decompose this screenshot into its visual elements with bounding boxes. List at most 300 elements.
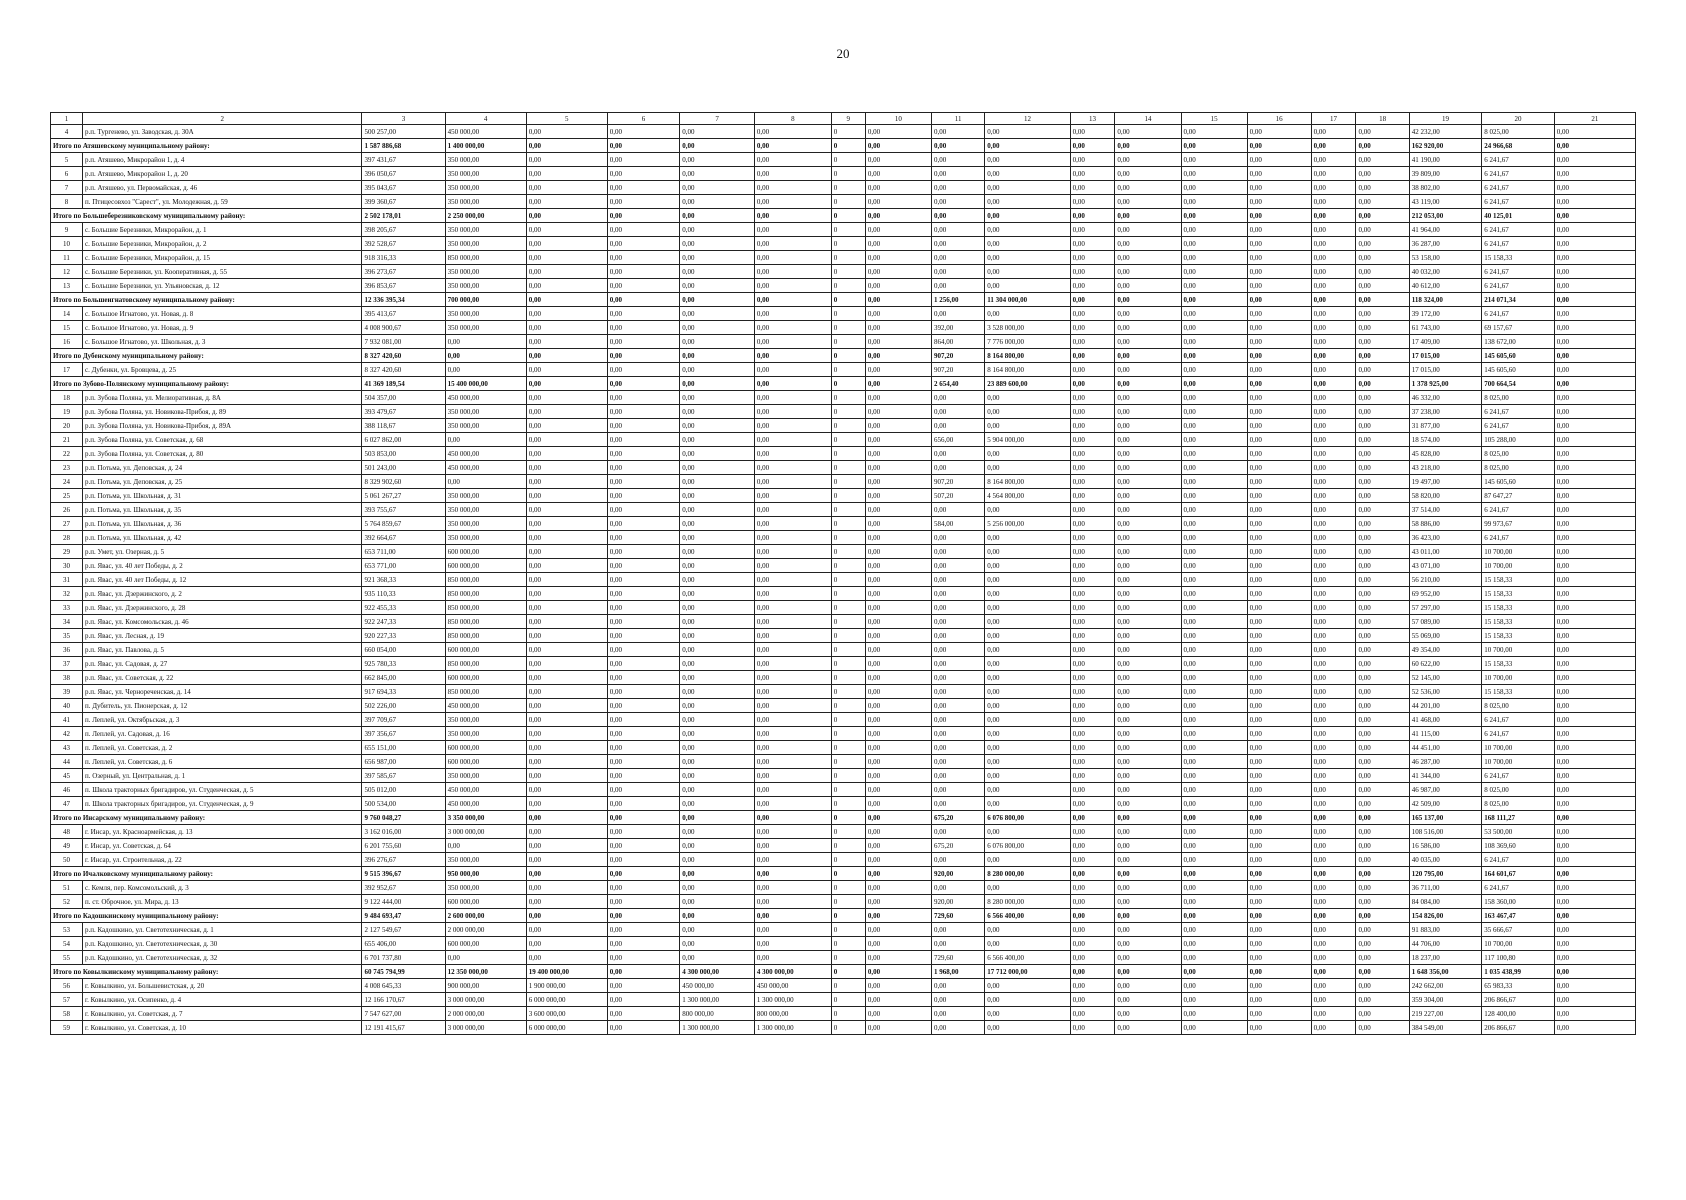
value-cell: 0,00 (1356, 321, 1409, 335)
value-cell: 0,00 (1311, 307, 1356, 321)
value-cell: 0,00 (985, 153, 1070, 167)
total-cell: 0,00 (754, 209, 831, 223)
value-cell: 0,00 (607, 181, 680, 195)
value-cell: 396 853,67 (362, 279, 445, 293)
total-cell: 0,00 (526, 377, 607, 391)
value-cell: 6 241,67 (1482, 195, 1555, 209)
value-cell: 0,00 (680, 405, 755, 419)
value-cell: 504 357,00 (362, 391, 445, 405)
value-cell: 0,00 (754, 181, 831, 195)
column-number-header: 21 (1554, 113, 1635, 125)
value-cell: 0,00 (1311, 769, 1356, 783)
value-cell: 0,00 (1311, 447, 1356, 461)
total-cell: 0,00 (526, 139, 607, 153)
total-cell: 0,00 (1247, 811, 1311, 825)
value-cell: 6 241,67 (1482, 881, 1555, 895)
value-cell: 0,00 (1181, 657, 1247, 671)
value-cell: 0,00 (1311, 545, 1356, 559)
value-cell: 600 000,00 (445, 895, 526, 909)
district-total-label: Итого по Дубенскому муниципальному району: (51, 349, 362, 363)
value-cell: 0,00 (607, 153, 680, 167)
value-cell: 0,00 (1356, 1007, 1409, 1021)
value-cell: 0,00 (1247, 783, 1311, 797)
value-cell: 350 000,00 (445, 769, 526, 783)
value-cell: 0,00 (607, 895, 680, 909)
value-cell: 0,00 (985, 937, 1070, 951)
value-cell: 0,00 (1311, 895, 1356, 909)
total-cell: 0,00 (1554, 811, 1635, 825)
value-cell: 0 (831, 573, 865, 587)
value-cell: 0,00 (1115, 657, 1181, 671)
value-cell: 0,00 (1554, 321, 1635, 335)
total-cell: 0,00 (1070, 209, 1115, 223)
total-cell: 0,00 (1554, 377, 1635, 391)
value-cell: 0,00 (680, 685, 755, 699)
row-number-cell: 20 (51, 419, 83, 433)
value-cell: 0,00 (754, 629, 831, 643)
value-cell: 600 000,00 (445, 643, 526, 657)
value-cell: 0,00 (754, 447, 831, 461)
row-number-cell: 32 (51, 587, 83, 601)
total-cell: 0,00 (1554, 867, 1635, 881)
value-cell: 10 700,00 (1482, 937, 1555, 951)
value-cell: 10 700,00 (1482, 545, 1555, 559)
value-cell: 37 514,00 (1409, 503, 1482, 517)
value-cell: 0,00 (607, 713, 680, 727)
value-cell: 0,00 (1554, 769, 1635, 783)
value-cell: 0,00 (1181, 237, 1247, 251)
total-cell: 8 164 800,00 (985, 349, 1070, 363)
value-cell: 0,00 (1181, 895, 1247, 909)
value-cell: 0,00 (1554, 167, 1635, 181)
value-cell: 0,00 (754, 895, 831, 909)
table-row (51, 993, 1636, 1007)
total-cell: 0,00 (680, 867, 755, 881)
value-cell: 0,00 (1311, 335, 1356, 349)
value-cell: 87 647,27 (1482, 489, 1555, 503)
row-number-cell: 19 (51, 405, 83, 419)
value-cell: 0,00 (1181, 671, 1247, 685)
value-cell: 0,00 (1356, 279, 1409, 293)
value-cell: 0,00 (680, 447, 755, 461)
total-cell: 0,00 (754, 293, 831, 307)
value-cell: 0,00 (1070, 797, 1115, 811)
value-cell: 0,00 (1115, 923, 1181, 937)
value-cell: 0,00 (607, 741, 680, 755)
value-cell: 503 853,00 (362, 447, 445, 461)
value-cell: 8 164 800,00 (985, 363, 1070, 377)
address-cell: г. Ковылкино, ул. Советская, д. 10 (82, 1021, 361, 1035)
value-cell: 0,00 (985, 825, 1070, 839)
value-cell: 0,00 (607, 167, 680, 181)
address-cell: р.п. Явас, ул. Павлова, д. 5 (82, 643, 361, 657)
value-cell: 0,00 (931, 195, 984, 209)
value-cell: 0,00 (1070, 391, 1115, 405)
table-row (51, 755, 1636, 769)
value-cell: 0,00 (985, 167, 1070, 181)
value-cell: 0,00 (1070, 923, 1115, 937)
value-cell: 0,00 (680, 531, 755, 545)
district-total-row (51, 909, 1636, 923)
value-cell: 0,00 (1311, 405, 1356, 419)
value-cell: 61 743,00 (1409, 321, 1482, 335)
value-cell: 0,00 (1070, 587, 1115, 601)
table-row (51, 433, 1636, 447)
value-cell: 0,00 (754, 685, 831, 699)
row-number-cell: 7 (51, 181, 83, 195)
value-cell: 0,00 (526, 797, 607, 811)
table-row (51, 419, 1636, 433)
table-row (51, 979, 1636, 993)
total-cell: 0,00 (1181, 909, 1247, 923)
value-cell: 0,00 (1070, 1021, 1115, 1035)
value-cell: 0,00 (1356, 391, 1409, 405)
value-cell: 0,00 (1356, 699, 1409, 713)
value-cell: 0,00 (754, 279, 831, 293)
value-cell: 0,00 (985, 671, 1070, 685)
total-cell: 920,00 (931, 867, 984, 881)
value-cell: 0,00 (931, 937, 984, 951)
total-cell: 0,00 (754, 377, 831, 391)
value-cell: 0,00 (1070, 1007, 1115, 1021)
value-cell: 0,00 (1356, 825, 1409, 839)
value-cell: 0,00 (680, 783, 755, 797)
value-cell: 0,00 (931, 825, 984, 839)
value-cell: 145 605,60 (1482, 363, 1555, 377)
value-cell: 0,00 (607, 363, 680, 377)
value-cell: 0,00 (1554, 251, 1635, 265)
total-cell: 0,00 (1554, 909, 1635, 923)
value-cell: 0,00 (1247, 573, 1311, 587)
value-cell: 0,00 (1356, 573, 1409, 587)
value-cell: 0,00 (607, 937, 680, 951)
value-cell: 350 000,00 (445, 265, 526, 279)
value-cell: 6 241,67 (1482, 853, 1555, 867)
value-cell: 0,00 (1181, 265, 1247, 279)
value-cell: 0 (831, 923, 865, 937)
value-cell: 0,00 (1311, 531, 1356, 545)
value-cell: 0 (831, 153, 865, 167)
value-cell: 0,00 (985, 419, 1070, 433)
row-number-cell: 54 (51, 937, 83, 951)
value-cell: 0,00 (1247, 531, 1311, 545)
value-cell: 350 000,00 (445, 223, 526, 237)
total-cell: 0,00 (1115, 209, 1181, 223)
address-cell: п. Дубитель, ул. Пионерская, д. 12 (82, 699, 361, 713)
value-cell: 0,00 (1247, 797, 1311, 811)
value-cell: 0,00 (931, 713, 984, 727)
value-cell: 242 662,00 (1409, 979, 1482, 993)
row-number-cell: 33 (51, 601, 83, 615)
total-cell: 0,00 (1181, 209, 1247, 223)
value-cell: 0,00 (1356, 125, 1409, 139)
value-cell: 0,00 (985, 461, 1070, 475)
address-cell: р.п. Зубова Поляна, ул. Новикова-Прибоя, д. 89 (82, 405, 361, 419)
value-cell: 359 304,00 (1409, 993, 1482, 1007)
value-cell: 392 528,67 (362, 237, 445, 251)
value-cell: 0,00 (1356, 755, 1409, 769)
value-cell: 0,00 (1311, 839, 1356, 853)
value-cell: 0,00 (754, 419, 831, 433)
value-cell: 0,00 (1115, 237, 1181, 251)
value-cell: 1 300 000,00 (754, 1021, 831, 1035)
value-cell: 10 700,00 (1482, 671, 1555, 685)
value-cell: 8 025,00 (1482, 447, 1555, 461)
total-cell: 700 664,54 (1482, 377, 1555, 391)
value-cell: 0,00 (1247, 195, 1311, 209)
value-cell: 8 164 800,00 (985, 475, 1070, 489)
total-cell: 12 336 395,34 (362, 293, 445, 307)
value-cell: 0,00 (607, 1007, 680, 1021)
value-cell: 0,00 (1115, 951, 1181, 965)
value-cell: 0,00 (985, 853, 1070, 867)
value-cell: 0,00 (1247, 433, 1311, 447)
value-cell: 0,00 (865, 405, 931, 419)
value-cell: 0 (831, 125, 865, 139)
value-cell: 600 000,00 (445, 741, 526, 755)
column-number-header: 18 (1356, 113, 1409, 125)
column-number-header: 19 (1409, 113, 1482, 125)
value-cell: 0,00 (680, 223, 755, 237)
value-cell: 0,00 (1247, 559, 1311, 573)
value-cell: 55 069,00 (1409, 629, 1482, 643)
value-cell: 0,00 (865, 657, 931, 671)
value-cell: 0,00 (985, 265, 1070, 279)
value-cell: 660 054,00 (362, 643, 445, 657)
value-cell: 0,00 (865, 223, 931, 237)
value-cell: 450 000,00 (445, 797, 526, 811)
value-cell: 0,00 (931, 573, 984, 587)
row-number-cell: 25 (51, 489, 83, 503)
value-cell: 0,00 (445, 951, 526, 965)
value-cell: 0,00 (526, 713, 607, 727)
value-cell: 0,00 (754, 237, 831, 251)
value-cell: 0,00 (1311, 503, 1356, 517)
value-cell: 5 061 267,27 (362, 489, 445, 503)
value-cell: 0,00 (1181, 405, 1247, 419)
value-cell: 0,00 (526, 685, 607, 699)
value-cell: 0,00 (865, 615, 931, 629)
total-cell: 15 400 000,00 (445, 377, 526, 391)
value-cell: 0,00 (1554, 671, 1635, 685)
value-cell: 0,00 (1070, 125, 1115, 139)
value-cell: 10 700,00 (1482, 755, 1555, 769)
total-cell: 0,00 (445, 349, 526, 363)
value-cell: 0,00 (680, 321, 755, 335)
total-cell: 0 (831, 811, 865, 825)
value-cell: 0,00 (1181, 279, 1247, 293)
total-cell: 0,00 (1115, 377, 1181, 391)
value-cell: 0,00 (931, 671, 984, 685)
table-row (51, 727, 1636, 741)
value-cell: 0,00 (754, 643, 831, 657)
total-cell: 0,00 (931, 209, 984, 223)
value-cell: 0 (831, 797, 865, 811)
address-cell: г. Инсар, ул. Красноармейская, д. 13 (82, 825, 361, 839)
table-row (51, 167, 1636, 181)
value-cell: 31 877,00 (1409, 419, 1482, 433)
value-cell: 0,00 (1247, 223, 1311, 237)
value-cell: 0,00 (1554, 853, 1635, 867)
value-cell: 0,00 (680, 797, 755, 811)
value-cell: 0,00 (1070, 489, 1115, 503)
value-cell: 0,00 (1311, 153, 1356, 167)
value-cell: 0 (831, 279, 865, 293)
value-cell: 0,00 (1311, 1007, 1356, 1021)
value-cell: 0,00 (865, 307, 931, 321)
value-cell: 15 158,33 (1482, 601, 1555, 615)
column-number-header: 11 (931, 113, 984, 125)
row-number-cell: 49 (51, 839, 83, 853)
table-row (51, 195, 1636, 209)
value-cell: 0,00 (445, 335, 526, 349)
value-cell: 0,00 (1181, 335, 1247, 349)
value-cell: 0,00 (680, 741, 755, 755)
value-cell: 900 000,00 (445, 979, 526, 993)
value-cell: 0,00 (1311, 363, 1356, 377)
value-cell: 0,00 (1311, 783, 1356, 797)
column-number-header-row (51, 113, 1636, 125)
value-cell: 393 755,67 (362, 503, 445, 517)
value-cell: 0,00 (1115, 335, 1181, 349)
value-cell: 920,00 (931, 895, 984, 909)
value-cell: 0,00 (526, 125, 607, 139)
value-cell: 3 162 016,00 (362, 825, 445, 839)
value-cell: 43 071,00 (1409, 559, 1482, 573)
value-cell: 0,00 (931, 853, 984, 867)
value-cell: 0 (831, 643, 865, 657)
value-cell: 0,00 (526, 195, 607, 209)
address-cell: п. Школа тракторных бригадиров, ул. Студенческая, д. 9 (82, 797, 361, 811)
value-cell: 0,00 (1247, 335, 1311, 349)
total-cell: 0,00 (607, 293, 680, 307)
table-row (51, 853, 1636, 867)
value-cell: 2 000 000,00 (445, 1007, 526, 1021)
value-cell: 0,00 (1070, 783, 1115, 797)
value-cell: 0,00 (1247, 713, 1311, 727)
value-cell: 0,00 (1181, 741, 1247, 755)
value-cell: 0,00 (1311, 489, 1356, 503)
value-cell: 0,00 (754, 195, 831, 209)
table-row (51, 475, 1636, 489)
value-cell: 0,00 (1181, 601, 1247, 615)
value-cell: 0,00 (680, 279, 755, 293)
row-number-cell: 34 (51, 615, 83, 629)
total-cell: 0 (831, 293, 865, 307)
total-cell: 2 250 000,00 (445, 209, 526, 223)
address-cell: р.п. Явас, ул. 40 лет Победы, д. 2 (82, 559, 361, 573)
total-cell: 6 076 800,00 (985, 811, 1070, 825)
value-cell: 0,00 (607, 475, 680, 489)
value-cell: 2 000 000,00 (445, 923, 526, 937)
value-cell: 0,00 (754, 797, 831, 811)
row-number-cell: 30 (51, 559, 83, 573)
total-cell: 19 400 000,00 (526, 965, 607, 979)
value-cell: 0,00 (1070, 755, 1115, 769)
value-cell: 5 256 000,00 (985, 517, 1070, 531)
total-cell: 0,00 (1181, 811, 1247, 825)
value-cell: 0,00 (865, 489, 931, 503)
value-cell: 0,00 (1311, 461, 1356, 475)
value-cell: 0,00 (1070, 153, 1115, 167)
total-cell: 1 256,00 (931, 293, 984, 307)
value-cell: 4 564 800,00 (985, 489, 1070, 503)
value-cell: 0,00 (754, 517, 831, 531)
value-cell: 0,00 (754, 713, 831, 727)
value-cell: 0,00 (1311, 853, 1356, 867)
value-cell: 9 122 444,00 (362, 895, 445, 909)
value-cell: 0,00 (607, 223, 680, 237)
district-total-row (51, 965, 1636, 979)
value-cell: 850 000,00 (445, 587, 526, 601)
value-cell: 108 516,00 (1409, 825, 1482, 839)
row-number-cell: 45 (51, 769, 83, 783)
row-number-cell: 44 (51, 755, 83, 769)
value-cell: 0,00 (1311, 223, 1356, 237)
value-cell: 0 (831, 475, 865, 489)
value-cell: 0,00 (1356, 195, 1409, 209)
value-cell: 0 (831, 685, 865, 699)
value-cell: 0 (831, 517, 865, 531)
value-cell: 17 015,00 (1409, 363, 1482, 377)
row-number-cell: 46 (51, 783, 83, 797)
value-cell: 0,00 (445, 839, 526, 853)
value-cell: 800 000,00 (754, 1007, 831, 1021)
total-cell: 0,00 (607, 139, 680, 153)
value-cell: 0,00 (1181, 531, 1247, 545)
total-cell: 0,00 (1070, 349, 1115, 363)
value-cell: 0,00 (931, 993, 984, 1007)
value-cell: 0,00 (985, 181, 1070, 195)
total-cell: 0,00 (1356, 349, 1409, 363)
value-cell: 0,00 (1115, 321, 1181, 335)
value-cell: 397 356,67 (362, 727, 445, 741)
value-cell: 56 210,00 (1409, 573, 1482, 587)
row-number-cell: 24 (51, 475, 83, 489)
value-cell: 18 237,00 (1409, 951, 1482, 965)
value-cell: 0,00 (1070, 279, 1115, 293)
value-cell: 0,00 (931, 629, 984, 643)
value-cell: 0,00 (1070, 265, 1115, 279)
value-cell: 0,00 (1247, 251, 1311, 265)
value-cell: 800 000,00 (680, 1007, 755, 1021)
value-cell: 0,00 (1311, 825, 1356, 839)
value-cell: 0,00 (1070, 657, 1115, 671)
value-cell: 350 000,00 (445, 419, 526, 433)
value-cell: 850 000,00 (445, 573, 526, 587)
address-cell: р.п. Зубова Поляна, ул. Новикова-Прибоя, д. 89А (82, 419, 361, 433)
value-cell: 350 000,00 (445, 881, 526, 895)
value-cell: 0,00 (985, 587, 1070, 601)
total-cell: 0,00 (680, 349, 755, 363)
value-cell: 0,00 (1554, 685, 1635, 699)
value-cell: 0,00 (680, 601, 755, 615)
address-cell: г. Инсар, ул. Строительная, д. 22 (82, 853, 361, 867)
value-cell: 158 360,00 (1482, 895, 1555, 909)
value-cell: 0,00 (865, 153, 931, 167)
value-cell: 0,00 (1247, 265, 1311, 279)
table-row (51, 951, 1636, 965)
value-cell: 0,00 (865, 825, 931, 839)
value-cell: 501 243,00 (362, 461, 445, 475)
value-cell: 0,00 (1181, 1007, 1247, 1021)
total-cell: 0,00 (680, 811, 755, 825)
value-cell: 0,00 (1115, 629, 1181, 643)
value-cell: 0,00 (1247, 237, 1311, 251)
value-cell: 0,00 (1247, 601, 1311, 615)
value-cell: 350 000,00 (445, 195, 526, 209)
value-cell: 6 241,67 (1482, 237, 1555, 251)
